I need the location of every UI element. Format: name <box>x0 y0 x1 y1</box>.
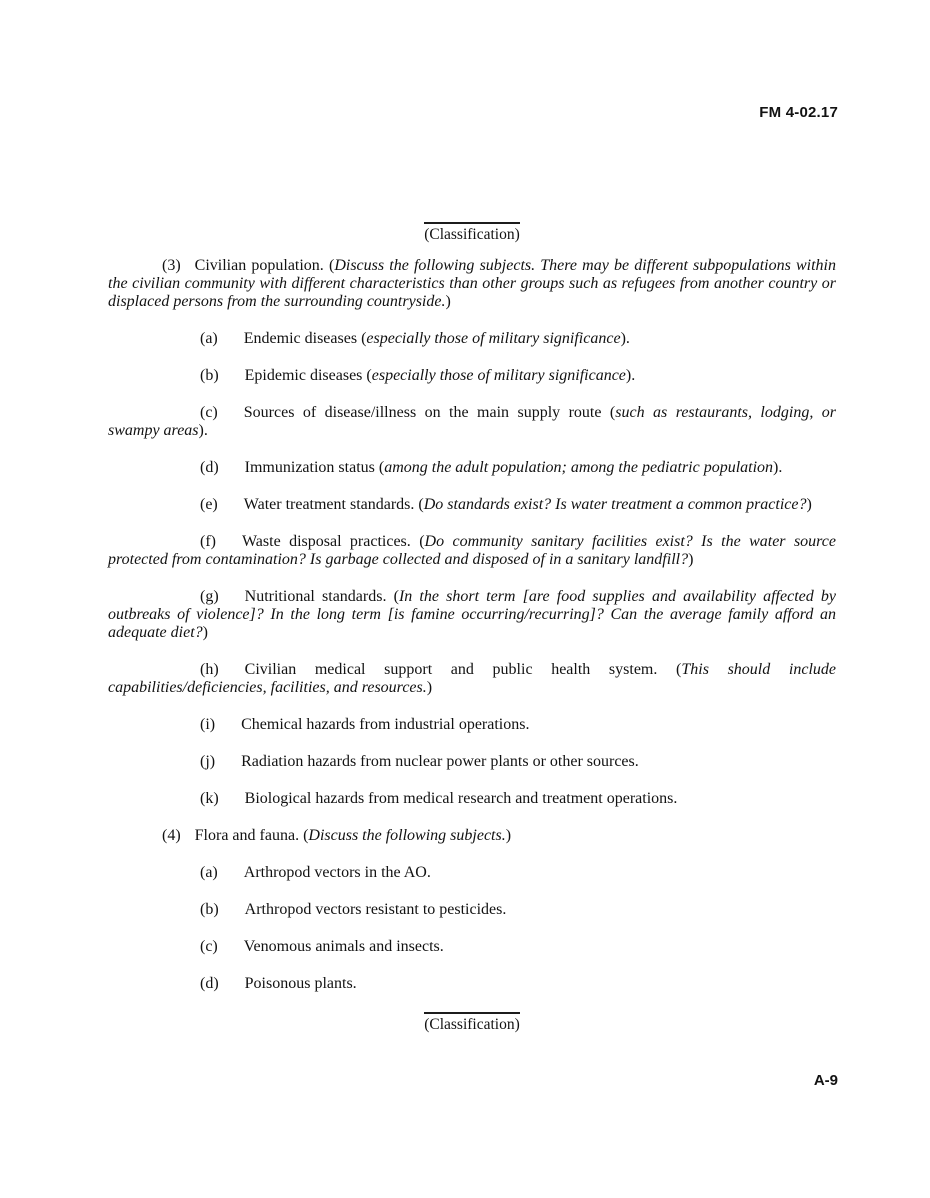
item-text: Poisonous plants. <box>244 975 357 992</box>
list-item <box>108 864 836 882</box>
item-text-tail: ). <box>625 367 636 384</box>
item-label: (j) <box>200 753 216 770</box>
list-item <box>108 459 836 477</box>
list-item <box>108 496 836 514</box>
list-item <box>108 661 836 697</box>
item-text-tail: ). <box>198 422 208 439</box>
item-text: Arthropod vectors resistant to pesticides. <box>244 901 507 918</box>
list-item <box>108 753 836 771</box>
item-text-tail: ) <box>806 496 812 513</box>
item-text: Chemical hazards from industrial operations. <box>241 716 530 733</box>
item-text: Water treatment standards. ( <box>243 496 424 513</box>
section-paragraph <box>108 257 836 311</box>
item-text: Epidemic diseases ( <box>244 367 372 384</box>
item-italic-text: Do community sanitary facilities exist? Is the water source protected from contamination? Is garbage collected and disposed of in a sanitary landfill? <box>108 533 837 568</box>
page-number: A-9 <box>813 1072 838 1089</box>
document-header: FM 4-02.17 <box>759 104 838 121</box>
section-text: Flora and fauna. ( <box>194 827 309 844</box>
item-label: (g) <box>200 588 219 605</box>
item-text: Civilian medical support and public health system. ( <box>244 661 682 678</box>
list-item <box>108 938 836 956</box>
list-item <box>108 975 836 993</box>
item-text: Endemic diseases ( <box>243 330 367 347</box>
item-text: Waste disposal practices. ( <box>241 533 425 550</box>
document-body <box>108 222 836 1034</box>
section-text-tail: ) <box>505 827 512 844</box>
item-label: (c) <box>200 938 218 955</box>
item-italic-text: In the short term [are food supplies and availability affected by outbreaks of violence]? In the long term [is famine occurring/recurring]? Can the average family afford an adequate diet? <box>108 588 837 641</box>
item-text-tail: ). <box>773 459 783 476</box>
item-label: (b) <box>200 901 219 918</box>
section-text: Civilian population. ( <box>194 257 335 274</box>
item-text: Sources of disease/illness on the main supply route ( <box>243 404 616 421</box>
item-text: Nutritional standards. ( <box>244 588 399 605</box>
item-label: (d) <box>200 975 219 992</box>
list-item <box>108 716 836 734</box>
section-label: (4) <box>162 827 181 844</box>
list-item <box>108 790 836 808</box>
item-italic-text: especially those of military significance <box>366 330 621 347</box>
item-label: (a) <box>200 330 218 347</box>
item-text: Arthropod vectors in the AO. <box>243 864 431 881</box>
item-label: (i) <box>200 716 216 733</box>
list-item <box>108 533 836 569</box>
item-italic-text: such as restaurants, lodging, or swampy areas <box>108 404 836 439</box>
section-italic-text: Discuss the following subjects. There may be different subpopulations within the civilian community with different characteristics than other groups such as refugees from another country or displaced persons from the surrounding countryside. <box>108 257 837 310</box>
section-text-tail: ) <box>445 293 451 310</box>
item-italic-text: Do standards exist? Is water treatment a common practice? <box>423 496 807 513</box>
classification-rule <box>424 1012 520 1014</box>
item-label: (a) <box>200 864 218 881</box>
item-text: Biological hazards from medical research and treatment operations. <box>244 790 678 807</box>
item-text: Radiation hazards from nuclear power plants or other sources. <box>241 753 639 770</box>
list-item <box>108 404 836 440</box>
item-text-tail: ) <box>688 551 694 568</box>
classification-bottom <box>108 1012 836 1034</box>
item-italic-text: especially those of military significance <box>371 367 626 384</box>
item-label: (e) <box>200 496 218 513</box>
section-italic-text: Discuss the following subjects. <box>308 827 506 844</box>
item-italic-text: among the adult population; among the pediatric population <box>384 459 774 476</box>
classification-top <box>108 222 836 244</box>
section-label: (3) <box>162 257 181 274</box>
classification-rule <box>424 222 520 224</box>
list-item <box>108 330 836 348</box>
item-label: (d) <box>200 459 219 476</box>
item-label: (k) <box>200 790 219 807</box>
item-label: (c) <box>200 404 218 421</box>
item-label: (b) <box>200 367 219 384</box>
item-italic-text: This should include capabilities/deficiencies, facilities, and resources. <box>108 661 836 696</box>
list-item <box>108 367 836 385</box>
item-text-tail: ) <box>426 679 433 696</box>
list-item <box>108 588 836 642</box>
item-label: (f) <box>200 533 216 550</box>
item-text-tail: ) <box>202 624 208 641</box>
classification-label: (Classification) <box>424 1016 520 1033</box>
section-paragraph <box>108 827 836 845</box>
item-text: Immunization status ( <box>244 459 385 476</box>
list-item <box>108 901 836 919</box>
classification-label: (Classification) <box>424 226 520 243</box>
item-text: Venomous animals and insects. <box>243 938 444 955</box>
item-text-tail: ). <box>620 330 630 347</box>
item-label: (h) <box>200 661 219 678</box>
